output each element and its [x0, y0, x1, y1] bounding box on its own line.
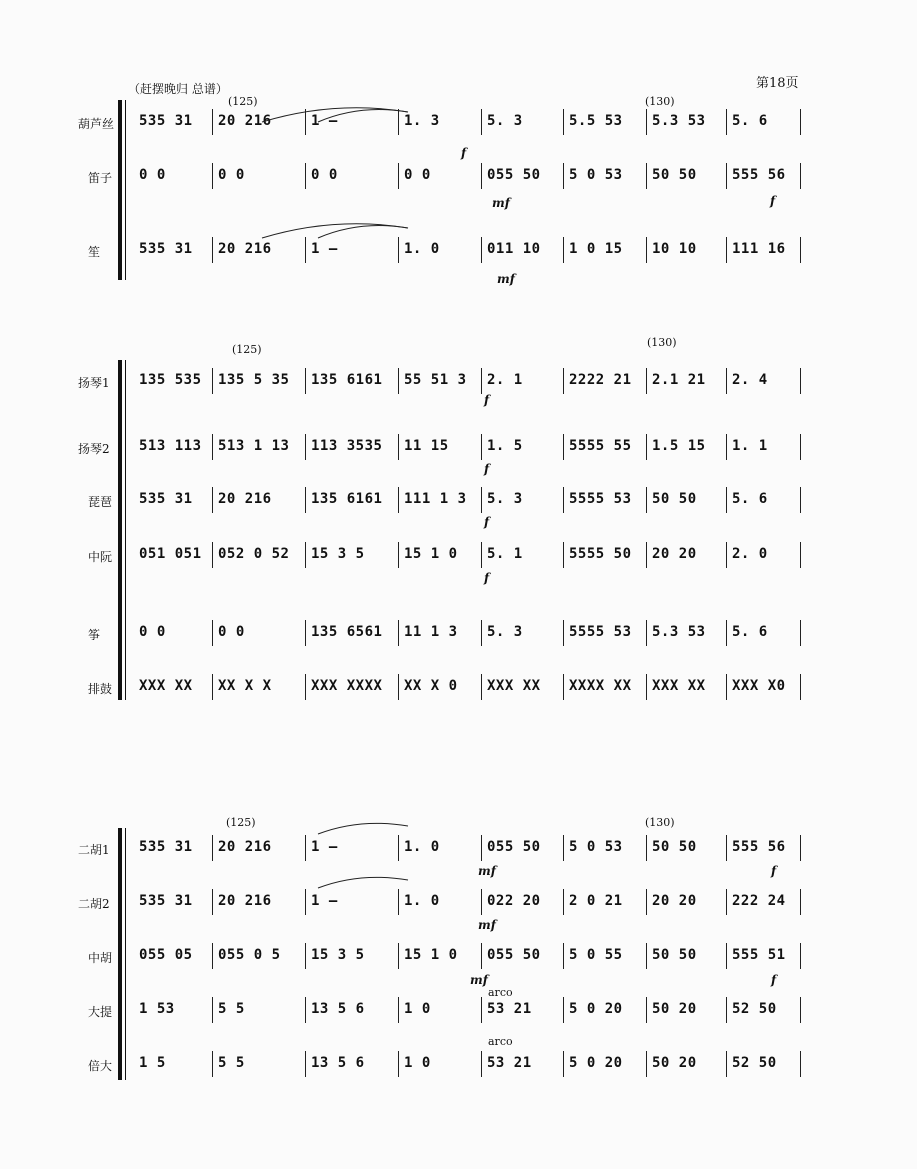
barline: [726, 943, 727, 969]
barline: [800, 163, 801, 189]
measure: 055 50: [487, 839, 541, 855]
barline: [481, 434, 482, 460]
measure: XX X X: [218, 678, 272, 694]
barline: [563, 997, 564, 1023]
system-bracket-line: [125, 828, 126, 1080]
barline: [481, 889, 482, 915]
barline: [800, 943, 801, 969]
barline: [305, 889, 306, 915]
barline: [726, 237, 727, 263]
measure: 5 5: [218, 1001, 245, 1017]
barline: [481, 109, 482, 135]
system-bracket: [118, 828, 122, 1080]
measure: 20 20: [652, 893, 697, 909]
barline: [646, 487, 647, 513]
barline: [563, 889, 564, 915]
barline: [800, 620, 801, 646]
measure: 5.3 53: [652, 624, 706, 640]
measure: 055 0 5: [218, 947, 281, 963]
barline: [726, 835, 727, 861]
measure: 20 216: [218, 241, 272, 257]
measure: 1 –: [311, 839, 338, 855]
barline: [305, 237, 306, 263]
page-number: 第18页: [756, 76, 799, 91]
barline: [726, 1051, 727, 1077]
dynamic-mf: mf: [492, 196, 510, 210]
barline: [398, 1051, 399, 1077]
measure: 50 50: [652, 839, 697, 855]
measure: 5555 53: [569, 491, 632, 507]
barline: [563, 835, 564, 861]
barline: [481, 674, 482, 700]
measure: 50 20: [652, 1055, 697, 1071]
measure: 10 10: [652, 241, 697, 257]
barline: [398, 368, 399, 394]
rehearsal-mark-125: (125): [228, 95, 258, 108]
barline: [481, 542, 482, 568]
measure: 5. 3: [487, 113, 523, 129]
barline: [212, 620, 213, 646]
barline: [800, 434, 801, 460]
measure: 513 1 13: [218, 438, 290, 454]
measure: 2.1 21: [652, 372, 706, 388]
barline: [726, 163, 727, 189]
instrument-label: 二胡2: [78, 897, 110, 911]
barline: [646, 997, 647, 1023]
barline: [305, 434, 306, 460]
measure: 222 24: [732, 893, 786, 909]
barline: [212, 674, 213, 700]
barline: [726, 487, 727, 513]
barline: [646, 943, 647, 969]
barline: [305, 835, 306, 861]
barline: [646, 163, 647, 189]
barline: [800, 889, 801, 915]
measure: 20 216: [218, 839, 272, 855]
instrument-label: 扬琴1: [78, 376, 110, 390]
barline: [563, 943, 564, 969]
barline: [800, 997, 801, 1023]
measure: 20 20: [652, 546, 697, 562]
barline: [212, 542, 213, 568]
barline: [398, 542, 399, 568]
measure: 1. 0: [404, 839, 440, 855]
measure: 111 16: [732, 241, 786, 257]
measure: 2. 4: [732, 372, 768, 388]
slur: [262, 224, 408, 238]
barline: [398, 434, 399, 460]
rehearsal-mark-125: (125): [226, 816, 256, 829]
measure: 15 3 5: [311, 546, 365, 562]
measure: 5. 6: [732, 113, 768, 129]
measure: 11 1 3: [404, 624, 458, 640]
barline: [481, 1051, 482, 1077]
barline: [212, 487, 213, 513]
system-bracket-line: [125, 360, 126, 700]
barline: [800, 487, 801, 513]
measure: 1 0 15: [569, 241, 623, 257]
measure: 13 5 6: [311, 1055, 365, 1071]
measure: 535 31: [139, 839, 193, 855]
dynamic-f: f: [461, 146, 467, 160]
barline: [563, 109, 564, 135]
instrument-label: 二胡1: [78, 843, 110, 857]
measure: 5 0 20: [569, 1055, 623, 1071]
measure: 555 51: [732, 947, 786, 963]
barline: [481, 163, 482, 189]
measure: 5555 55: [569, 438, 632, 454]
barline: [646, 674, 647, 700]
measure: 0 0: [218, 624, 245, 640]
measure: 1 –: [311, 113, 338, 129]
measure: 0 0: [139, 167, 166, 183]
barline: [398, 620, 399, 646]
barline: [212, 163, 213, 189]
measure: 55 51 3: [404, 372, 467, 388]
barline: [646, 542, 647, 568]
barline: [398, 674, 399, 700]
measure: 135 5 35: [218, 372, 290, 388]
instrument-label: 葫芦丝: [78, 117, 115, 131]
barline: [212, 237, 213, 263]
barline: [726, 997, 727, 1023]
arco-mark: arco: [488, 1035, 513, 1048]
measure: 135 6561: [311, 624, 383, 640]
measure: 20 216: [218, 893, 272, 909]
barline: [481, 943, 482, 969]
barline: [646, 889, 647, 915]
barline: [800, 1051, 801, 1077]
system-bracket-line: [125, 100, 126, 280]
measure: 113 3535: [311, 438, 383, 454]
measure: 15 3 5: [311, 947, 365, 963]
barline: [398, 237, 399, 263]
measure: XXX XX: [652, 678, 706, 694]
barline: [800, 674, 801, 700]
barline: [398, 997, 399, 1023]
measure: 111 1 3: [404, 491, 467, 507]
barline: [212, 434, 213, 460]
measure: 5 0 55: [569, 947, 623, 963]
instrument-label: 笙: [88, 245, 101, 259]
barline: [726, 542, 727, 568]
barline: [800, 835, 801, 861]
barline: [481, 368, 482, 394]
instrument-label: 大提: [88, 1005, 113, 1019]
system-bracket: [118, 360, 122, 700]
measure: 052 0 52: [218, 546, 290, 562]
barline: [212, 889, 213, 915]
dynamic-f: f: [484, 571, 490, 585]
barline: [563, 674, 564, 700]
barline: [646, 835, 647, 861]
barline: [398, 835, 399, 861]
barline: [800, 109, 801, 135]
dynamic-f: f: [484, 393, 490, 407]
barline: [726, 889, 727, 915]
measure: 2222 21: [569, 372, 632, 388]
measure: 13 5 6: [311, 1001, 365, 1017]
arco-mark: arco: [488, 986, 513, 999]
measure: 055 50: [487, 167, 541, 183]
barline: [726, 674, 727, 700]
measure: 5555 53: [569, 624, 632, 640]
instrument-label: 中阮: [88, 550, 113, 564]
measure: 135 535: [139, 372, 202, 388]
dynamic-mf: mf: [497, 272, 515, 286]
measure: 5. 3: [487, 624, 523, 640]
measure: 0 0: [404, 167, 431, 183]
barline: [726, 620, 727, 646]
barline: [563, 163, 564, 189]
slur: [318, 226, 408, 238]
instrument-label: 倍大: [88, 1059, 113, 1073]
measure: XXX XX: [487, 678, 541, 694]
measure: 2. 0: [732, 546, 768, 562]
barline: [481, 487, 482, 513]
rehearsal-mark-130: (130): [645, 95, 675, 108]
instrument-label: 琵琶: [88, 495, 113, 509]
measure: 20 216: [218, 491, 272, 507]
barline: [563, 368, 564, 394]
barline: [212, 109, 213, 135]
measure: 5.5 53: [569, 113, 623, 129]
measure: 513 113: [139, 438, 202, 454]
score-header-title: （赶摆晚归 总谱）: [128, 82, 228, 96]
barline: [646, 620, 647, 646]
measure: XXX XXXX: [311, 678, 383, 694]
dynamic-mf: mf: [478, 918, 496, 932]
barline: [726, 109, 727, 135]
barline: [305, 1051, 306, 1077]
barline: [305, 368, 306, 394]
instrument-label: 扬琴2: [78, 442, 110, 456]
dynamic-f: f: [771, 864, 777, 878]
measure: 555 56: [732, 167, 786, 183]
barline: [563, 487, 564, 513]
barline: [305, 487, 306, 513]
barline: [563, 620, 564, 646]
measure: 5 0 20: [569, 1001, 623, 1017]
measure: 5. 6: [732, 491, 768, 507]
measure: 051 051: [139, 546, 202, 562]
barline: [563, 542, 564, 568]
measure: 5 0 53: [569, 839, 623, 855]
measure: 50 50: [652, 167, 697, 183]
barline: [800, 542, 801, 568]
measure: 2 0 21: [569, 893, 623, 909]
measure: 535 31: [139, 893, 193, 909]
barline: [646, 1051, 647, 1077]
measure: 1 53: [139, 1001, 175, 1017]
barline: [481, 620, 482, 646]
measure: 1. 3: [404, 113, 440, 129]
rehearsal-mark-130: (130): [645, 816, 675, 829]
barline: [398, 109, 399, 135]
system-bracket: [118, 100, 122, 280]
measure: XX X 0: [404, 678, 458, 694]
measure: 52 50: [732, 1001, 777, 1017]
measure: 1 0: [404, 1001, 431, 1017]
barline: [305, 674, 306, 700]
barline: [305, 943, 306, 969]
measure: 5555 50: [569, 546, 632, 562]
measure: 50 50: [652, 491, 697, 507]
measure: 11 15: [404, 438, 449, 454]
measure: 535 31: [139, 491, 193, 507]
barline: [305, 163, 306, 189]
barline: [800, 368, 801, 394]
dynamic-f: f: [770, 194, 776, 208]
measure: 2. 1: [487, 372, 523, 388]
instrument-label: 中胡: [88, 951, 113, 965]
barline: [212, 835, 213, 861]
dynamic-mf: mf: [470, 973, 488, 987]
barline: [726, 434, 727, 460]
measure: 50 50: [652, 947, 697, 963]
barline: [305, 542, 306, 568]
measure: 53 21: [487, 1055, 532, 1071]
barline: [646, 434, 647, 460]
measure: 15 1 0: [404, 546, 458, 562]
dynamic-f: f: [771, 973, 777, 987]
measure: 50 20: [652, 1001, 697, 1017]
rehearsal-mark-130: (130): [647, 336, 677, 349]
measure: 1 5: [139, 1055, 166, 1071]
measure: 1. 1: [732, 438, 768, 454]
barline: [212, 943, 213, 969]
measure: 5. 1: [487, 546, 523, 562]
instrument-label: 笛子: [88, 171, 113, 185]
barline: [563, 1051, 564, 1077]
measure: 1. 5: [487, 438, 523, 454]
measure: 0 0: [218, 167, 245, 183]
measure: 53 21: [487, 1001, 532, 1017]
measure: 52 50: [732, 1055, 777, 1071]
instrument-label: 排鼓: [88, 682, 113, 696]
measure: 055 05: [139, 947, 193, 963]
barline: [398, 487, 399, 513]
slur: [318, 823, 408, 834]
barline: [646, 368, 647, 394]
measure: 535 31: [139, 241, 193, 257]
measure: 1.5 15: [652, 438, 706, 454]
barline: [481, 237, 482, 263]
measure: 1 0: [404, 1055, 431, 1071]
barline: [646, 109, 647, 135]
barline: [305, 620, 306, 646]
measure: 5. 3: [487, 491, 523, 507]
barline: [563, 237, 564, 263]
barline: [212, 368, 213, 394]
measure: XXX XX: [139, 678, 193, 694]
measure: 022 20: [487, 893, 541, 909]
measure: 555 56: [732, 839, 786, 855]
barline: [305, 997, 306, 1023]
measure: 5 0 53: [569, 167, 623, 183]
measure: 055 50: [487, 947, 541, 963]
barline: [481, 835, 482, 861]
measure: 5. 6: [732, 624, 768, 640]
barline: [398, 943, 399, 969]
rehearsal-mark-125: (125): [232, 343, 262, 356]
barline: [726, 368, 727, 394]
measure: 1 –: [311, 893, 338, 909]
barline: [305, 109, 306, 135]
measure: 5.3 53: [652, 113, 706, 129]
dynamic-mf: mf: [478, 864, 496, 878]
measure: 5 5: [218, 1055, 245, 1071]
measure: 1. 0: [404, 241, 440, 257]
barline: [563, 434, 564, 460]
measure: 011 10: [487, 241, 541, 257]
dynamic-f: f: [484, 462, 490, 476]
barline: [212, 997, 213, 1023]
slur: [318, 877, 408, 888]
measure: 20 216: [218, 113, 272, 129]
barline: [212, 1051, 213, 1077]
measure: XXX X0: [732, 678, 786, 694]
barline: [398, 163, 399, 189]
measure: 535 31: [139, 113, 193, 129]
instrument-label: 筝: [88, 628, 101, 642]
dynamic-f: f: [484, 515, 490, 529]
measure: 135 6161: [311, 372, 383, 388]
measure: 135 6161: [311, 491, 383, 507]
measure: 0 0: [311, 167, 338, 183]
measure: 15 1 0: [404, 947, 458, 963]
measure: 1. 0: [404, 893, 440, 909]
barline: [398, 889, 399, 915]
measure: 1 –: [311, 241, 338, 257]
measure: XXXX XX: [569, 678, 632, 694]
barline: [481, 997, 482, 1023]
barline: [646, 237, 647, 263]
measure: 0 0: [139, 624, 166, 640]
barline: [800, 237, 801, 263]
